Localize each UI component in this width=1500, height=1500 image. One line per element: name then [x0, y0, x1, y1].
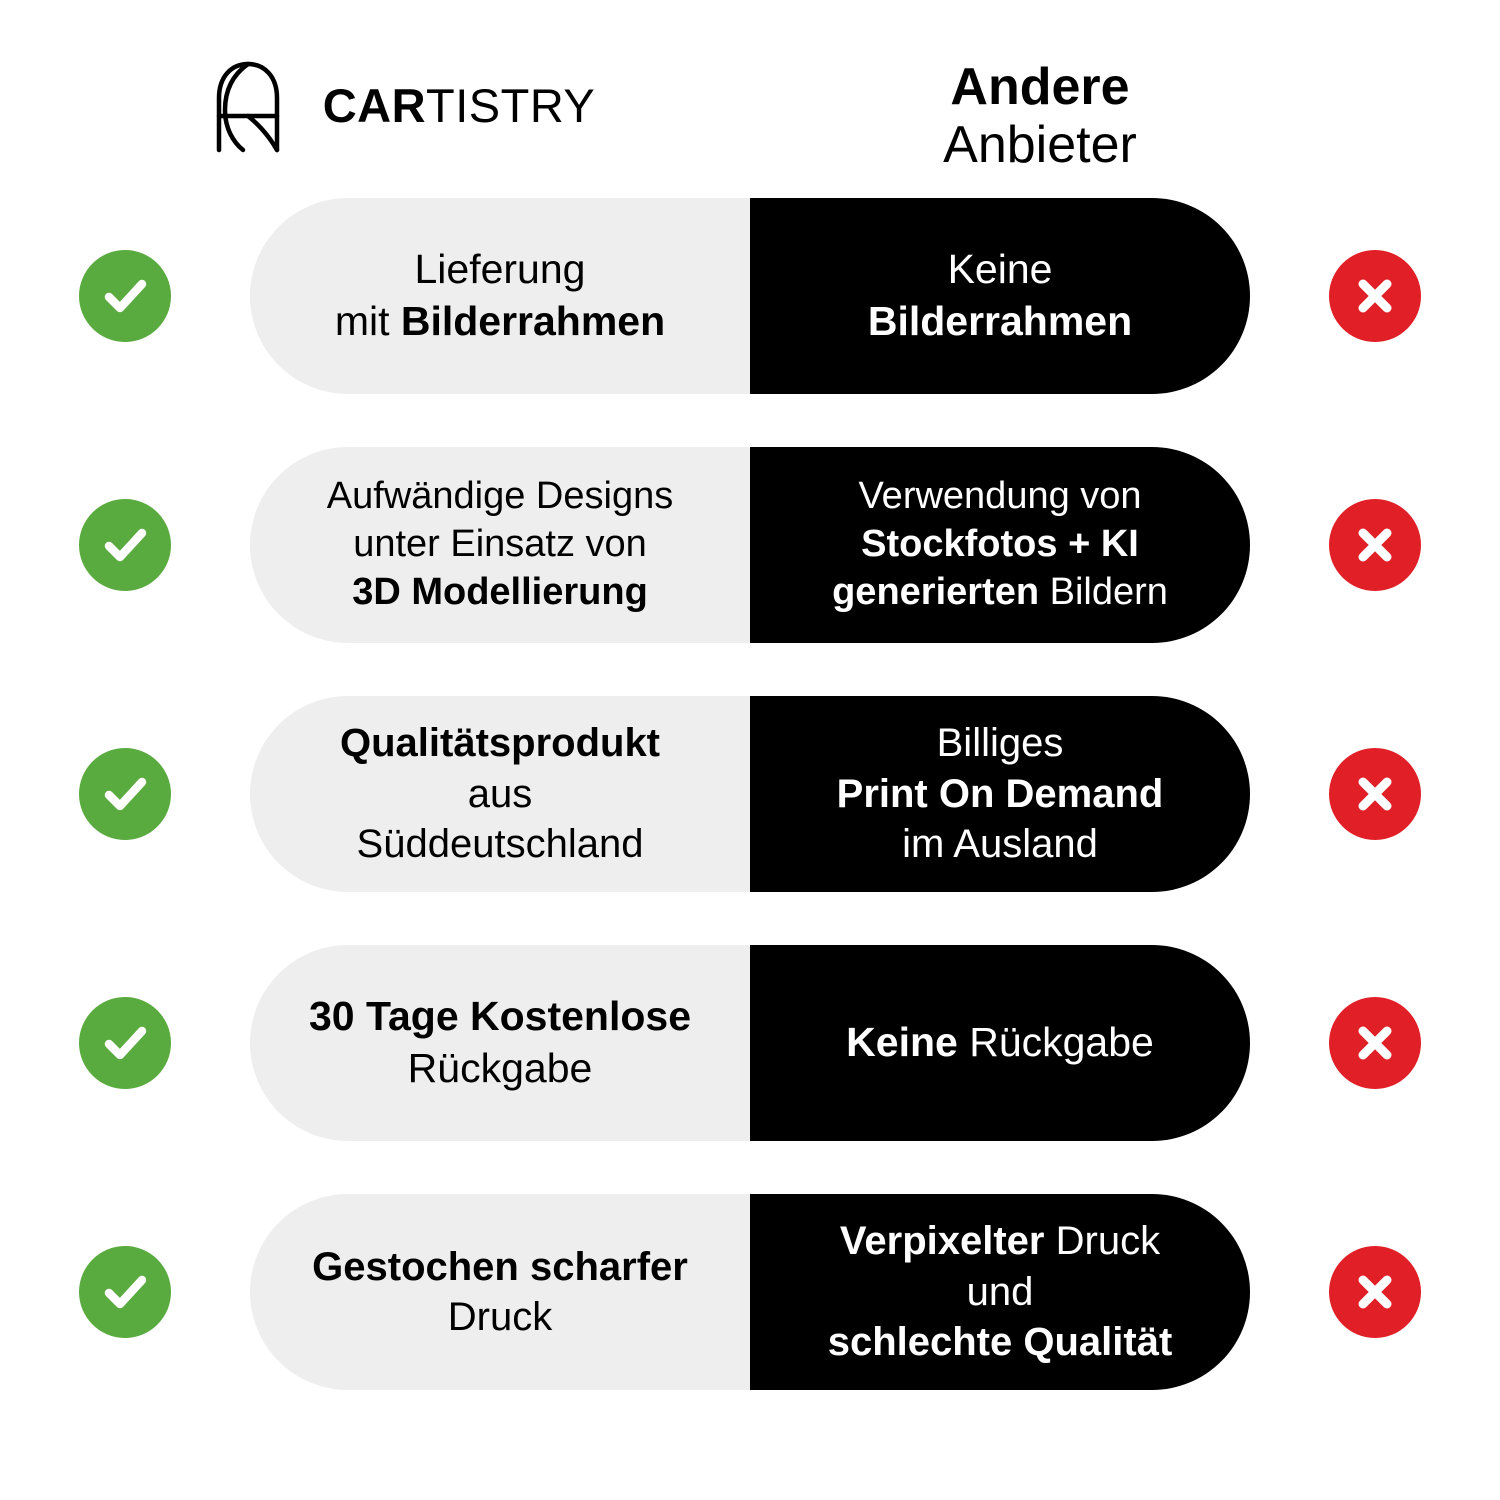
- competitor-header-line2: Anbieter: [943, 116, 1137, 175]
- cross-icon-cell: [1250, 250, 1500, 342]
- competitor-header-line1: Andere: [950, 58, 1130, 116]
- brand-name: [322, 79, 596, 132]
- cross-icon: [1329, 748, 1421, 840]
- competitor-header: [750, 58, 1500, 174]
- advantage-pill: [250, 198, 750, 394]
- drawback-text: Billiges Print On Demand im Ausland: [836, 721, 1164, 867]
- comparison-row: [0, 198, 1500, 394]
- cross-icon: [1329, 250, 1421, 342]
- drawback-pill: [750, 696, 1250, 892]
- check-icon-cell: [0, 1246, 250, 1338]
- cross-icon-cell: [1250, 1246, 1500, 1338]
- check-icon: [79, 997, 171, 1089]
- advantage-text: Aufwändige Designs unter Einsatz von 3D Modellierung: [326, 475, 674, 613]
- drawback-text: Keine Bilderrahmen: [867, 246, 1133, 344]
- check-icon-cell: [0, 997, 250, 1089]
- drawback-pill: [750, 945, 1250, 1141]
- advantage-pill: [250, 1194, 750, 1390]
- advantage-text: Lieferung mit Bilderrahmen: [334, 246, 666, 344]
- advantage-text: Qualitätsprodukt aus Süddeutschland: [339, 721, 661, 867]
- cross-icon-cell: [1250, 499, 1500, 591]
- comparison-rows: [0, 170, 1500, 1390]
- check-icon: [79, 499, 171, 591]
- cross-icon-cell: [1250, 997, 1500, 1089]
- drawback-pill: [750, 447, 1250, 643]
- comparison-row: [0, 447, 1500, 643]
- comparison-row: [0, 1194, 1500, 1390]
- advantage-pill: [250, 447, 750, 643]
- check-icon: [79, 748, 171, 840]
- cross-icon: [1329, 1246, 1421, 1338]
- check-icon: [79, 1246, 171, 1338]
- advantage-pill: [250, 945, 750, 1141]
- brand-name-bold: CAR: [322, 79, 427, 132]
- drawback-text: Verwendung von Stockfotos + KI generierten Bildern: [832, 475, 1168, 613]
- header: [0, 0, 1500, 175]
- check-icon-cell: [0, 499, 250, 591]
- drawback-text: Verpixelter Druck und schlechte Qualität: [827, 1219, 1173, 1365]
- cross-icon-cell: [1250, 748, 1500, 840]
- brand-header: [0, 58, 750, 153]
- check-icon: [79, 250, 171, 342]
- drawback-pill: [750, 198, 1250, 394]
- advantage-pill: [250, 696, 750, 892]
- drawback-pill: [750, 1194, 1250, 1390]
- check-icon-cell: [0, 748, 250, 840]
- comparison-row: [0, 696, 1500, 892]
- cross-icon: [1329, 499, 1421, 591]
- brand-name-light: TISTRY: [426, 79, 596, 132]
- cross-icon: [1329, 997, 1421, 1089]
- brand-logo: [185, 58, 596, 153]
- advantage-text: 30 Tage Kostenlose Rückgabe: [308, 993, 692, 1091]
- cartistry-monogram-icon: [185, 58, 305, 153]
- drawback-text: Keine Rückgabe: [846, 1019, 1154, 1066]
- advantage-text: Gestochen scharfer Druck: [312, 1244, 688, 1339]
- check-icon-cell: [0, 250, 250, 342]
- comparison-row: [0, 945, 1500, 1141]
